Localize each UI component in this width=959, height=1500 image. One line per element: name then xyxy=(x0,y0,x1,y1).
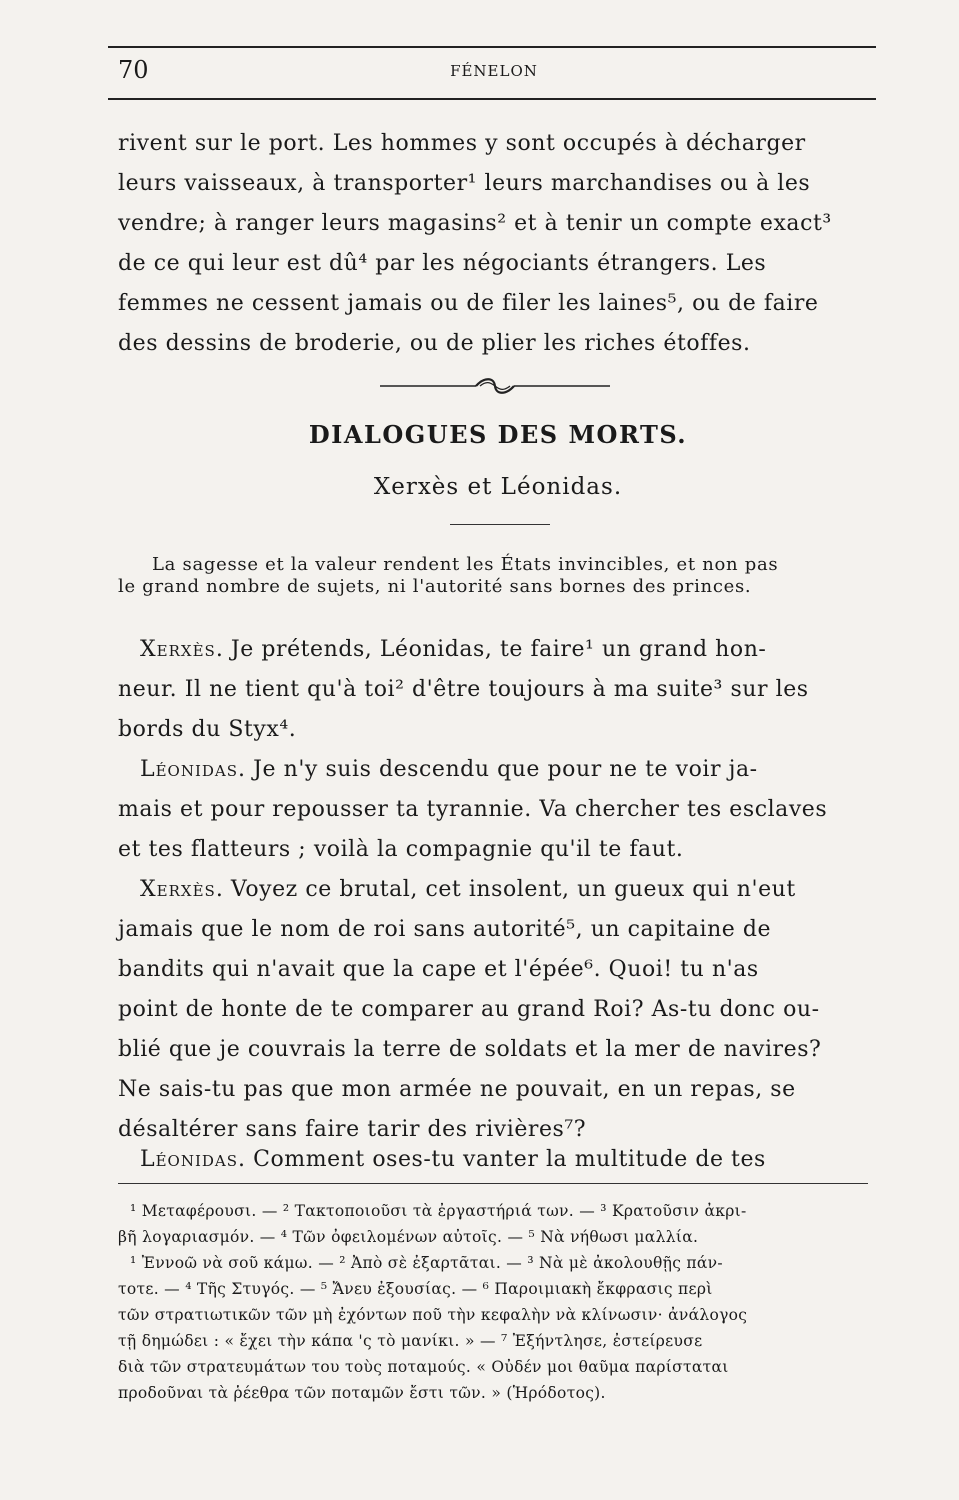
dialogue-line xyxy=(118,870,878,910)
body-line: femmes ne cessent jamais ou de filer les laines⁵, ou de faire xyxy=(118,291,819,316)
body-line: leurs vaisseaux, à transporter¹ leurs marchandises ou à les xyxy=(118,171,811,196)
dialogue-title: Xerxès et Léonidas. xyxy=(373,474,623,500)
footnote-line: προδοῦναι τὰ ῥέεθρα τῶν ποταμῶν ἔστι τῶν. » (Ἡρόδοτος). xyxy=(118,1384,606,1402)
speaker-name: Xerxès xyxy=(140,637,216,662)
dialogue-line xyxy=(118,1140,878,1180)
footnote-line: βῆ λογαριασμόν. — ⁴ Τῶν ὀφειλομένων αὐτοῖς. — ⁵ Νὰ νήθωσι μαλλία. xyxy=(118,1228,699,1246)
ornament-divider xyxy=(380,373,610,397)
body-line: rivent sur le port. Les hommes y sont occupés à décharger xyxy=(118,131,806,156)
dialogue-line: blié que je couvrais la terre de soldats et la mer de navires? xyxy=(118,1037,822,1062)
dialogue-line: jamais que le nom de roi sans autorité⁵, un capitaine de xyxy=(118,917,772,942)
footnote-line: διὰ τῶν στρατευμάτων του τοὺς ποταμούς. « Οὐδέν μοι θαῦμα παρίσταται xyxy=(118,1358,729,1376)
dialogue-text: . Je n'y suis descendu que pour ne te voir ja- xyxy=(238,757,758,782)
argument-line: le grand nombre de sujets, ni l'autorité sans bornes des princes. xyxy=(118,576,752,597)
title-rule xyxy=(450,524,550,525)
dialogue-line: neur. Il ne tient qu'à toi² d'être toujours à ma suite³ sur les xyxy=(118,677,809,702)
dialogue-text: . Voyez ce brutal, cet insolent, un gueux qui n'eut xyxy=(215,877,796,902)
dialogue-line xyxy=(118,630,878,670)
dialogue-line: désaltérer sans faire tarir des rivières⁷? xyxy=(118,1117,587,1142)
dialogue-text: . Comment oses-tu vanter la multitude de tes xyxy=(238,1147,766,1172)
dialogue-line: mais et pour repousser ta tyrannie. Va chercher tes esclaves xyxy=(118,797,828,822)
body-line: vendre; à ranger leurs magasins² et à tenir un compte exact³ xyxy=(118,211,832,236)
footnote-line: ¹ Μεταφέρουσι. — ² Τακτοποιοῦσι τὰ ἐργαστήριά των. — ³ Κρατοῦσιν ἀκρι- xyxy=(130,1202,747,1220)
speaker-name: Léonidas xyxy=(140,1147,239,1172)
page-number: 70 xyxy=(118,56,149,84)
speaker-name: Léonidas xyxy=(140,757,239,782)
footnote-rule xyxy=(118,1183,868,1184)
header-bottom-rule xyxy=(108,98,876,100)
body-line: des dessins de broderie, ou de plier les riches étoffes. xyxy=(118,331,751,356)
footnote-line: τῶν στρατιωτικῶν τῶν μὴ ἐχόντων ποῦ τὴν κεφαλὴν νὰ κλίνωσιν· ἀνάλογος xyxy=(118,1306,748,1324)
dialogue-text: . Je prétends, Léonidas, te faire¹ un grand hon- xyxy=(215,637,767,662)
dialogue-line: Ne sais-tu pas que mon armée ne pouvait, en un repas, se xyxy=(118,1077,796,1102)
section-title: DIALOGUES DES MORTS. xyxy=(308,420,688,449)
dialogue-line: bords du Styx⁴. xyxy=(118,717,297,742)
footnote-line: τοτε. — ⁴ Τῆς Στυγός. — ⁵ Ἄνευ ἐξουσίας. — ⁶ Παροιμιακὴ ἔκφρασις περὶ xyxy=(118,1280,713,1298)
dialogue-line: et tes flatteurs ; voilà la compagnie qu'il te faut. xyxy=(118,837,684,862)
footnote-line: τῇ δημώδει : « ἔχει τὴν κάπα 'ς τὸ μανίκι. » — ⁷ Ἐξήντλησε, ἐστείρευσε xyxy=(118,1332,703,1350)
body-line: de ce qui leur est dû⁴ par les négociants étrangers. Les xyxy=(118,251,767,276)
dialogue-line: bandits qui n'avait que la cape et l'épée⁶. Quoi! tu n'as xyxy=(118,957,759,982)
header-top-rule xyxy=(108,46,876,48)
dialogue-line: point de honte de te comparer au grand Roi? As-tu donc ou- xyxy=(118,997,820,1022)
argument-line: La sagesse et la valeur rendent les États invincibles, et non pas xyxy=(152,554,779,575)
dialogue-line xyxy=(118,750,878,790)
speaker-name: Xerxès xyxy=(140,877,216,902)
running-head-author: FÉNELON xyxy=(450,62,538,80)
running-head xyxy=(118,56,870,90)
footnote-line: ¹ Ἐννοῶ νὰ σοῦ κάμω. — ² Ἀπὸ σὲ ἐξαρτᾶται. — ³ Νὰ μὲ ἀκολουθῇς πάν- xyxy=(130,1254,723,1272)
